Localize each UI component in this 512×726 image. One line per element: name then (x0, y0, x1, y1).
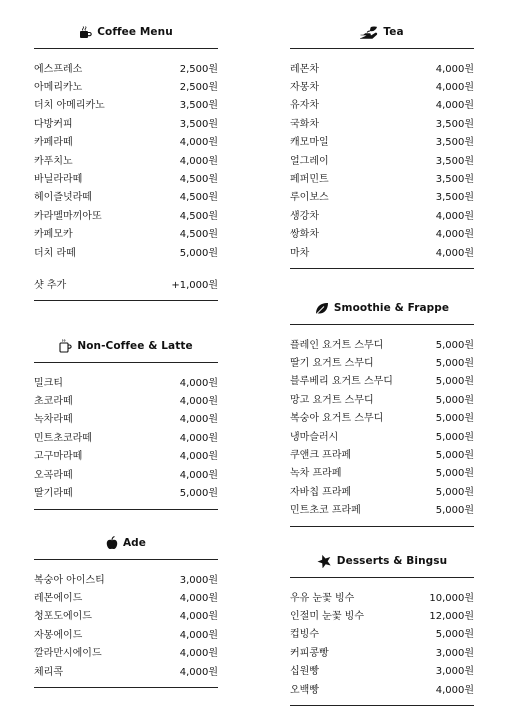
menu-item (290, 334, 474, 352)
item-price: 2,500원 (179, 63, 218, 75)
item-name: 카푸치노 (34, 155, 73, 167)
item-name: 민트초코라떼 (34, 432, 92, 444)
menu-item (290, 58, 474, 76)
item-name: 유자차 (290, 100, 319, 112)
menu-list (34, 49, 218, 293)
menu-item (34, 464, 218, 482)
section-title: Smoothie & Frappe (333, 302, 450, 314)
section-title: Coffee Menu (97, 26, 173, 38)
menu-item (290, 624, 474, 642)
menu-item (290, 150, 474, 168)
star-icon (317, 554, 332, 568)
item-name: 헤이즐넛라떼 (34, 192, 92, 204)
mug-outline-icon (59, 339, 72, 353)
item-name: 쌍화차 (290, 229, 319, 241)
divider (34, 300, 218, 301)
item-name: 레몬에이드 (34, 593, 83, 605)
item-price: +1,000원 (171, 279, 218, 291)
menu-item (34, 58, 218, 76)
item-name: 자몽에이드 (34, 629, 83, 641)
menu-list (34, 363, 218, 501)
menu-item (290, 587, 474, 605)
item-name: 블루베리 요거트 스무디 (290, 376, 393, 388)
menu-list (290, 578, 474, 697)
menu-item (34, 372, 218, 390)
item-name: 복숭아 아이스티 (34, 574, 105, 586)
menu-item (34, 224, 218, 242)
item-name: 녹차 프라페 (290, 468, 342, 480)
menu-item (34, 390, 218, 408)
section-header (290, 22, 474, 42)
item-name: 커피콩빵 (290, 647, 329, 659)
spacer (34, 260, 218, 274)
item-price: 4,000원 (179, 629, 218, 641)
menu-item (34, 187, 218, 205)
item-name: 자바칩 프라페 (290, 486, 352, 498)
menu-item (290, 679, 474, 697)
item-name: 얼그레이 (290, 155, 329, 167)
item-price: 3,000원 (435, 647, 474, 659)
item-name: 깔라만시에이드 (34, 648, 102, 660)
coffee-cup-icon (79, 26, 92, 39)
item-price: 3,500원 (435, 174, 474, 186)
menu-item (34, 76, 218, 94)
item-name: 밀크티 (34, 377, 63, 389)
item-price: 4,000원 (179, 469, 218, 481)
item-name: 고구마라떼 (34, 451, 83, 463)
item-price: 4,500원 (179, 174, 218, 186)
item-price: 10,000원 (429, 592, 474, 604)
apple-icon (106, 536, 118, 550)
item-name: 십원빵 (290, 666, 319, 678)
divider (290, 268, 474, 269)
item-name: 복숭아 요거트 스무디 (290, 413, 384, 425)
menu-item (290, 168, 474, 186)
item-price: 4,000원 (179, 648, 218, 660)
item-name: 생강차 (290, 210, 319, 222)
item-price: 5,000원 (435, 339, 474, 351)
menu-item (290, 444, 474, 462)
item-name: 오곡라떼 (34, 469, 73, 481)
extra-shot-item (34, 274, 218, 292)
menu-item (290, 242, 474, 260)
item-price: 3,500원 (435, 118, 474, 130)
item-name: 캐모마일 (290, 137, 329, 149)
item-name: 딸기 요거트 스무디 (290, 358, 374, 370)
item-price: 4,000원 (435, 82, 474, 94)
item-price: 3,000원 (435, 666, 474, 678)
menu-item (34, 242, 218, 260)
menu-item (290, 224, 474, 242)
item-price: 5,000원 (435, 394, 474, 406)
menu-item (290, 661, 474, 679)
item-price: 5,000원 (435, 376, 474, 388)
menu-item (34, 643, 218, 661)
item-price: 4,000원 (435, 100, 474, 112)
item-name: 체리콕 (34, 666, 63, 678)
item-name: 오백빵 (290, 684, 319, 696)
divider (34, 509, 218, 510)
item-price: 3,500원 (179, 118, 218, 130)
item-name: 다방커피 (34, 118, 73, 130)
menu-item (34, 113, 218, 131)
section-title: Non-Coffee & Latte (77, 340, 193, 352)
item-name: 민트초코 프라페 (290, 505, 361, 517)
menu-item (290, 76, 474, 94)
item-name: 페퍼민트 (290, 174, 329, 186)
item-name: 망고 요거트 스무디 (290, 394, 374, 406)
item-price: 4,000원 (179, 451, 218, 463)
menu-item (290, 352, 474, 370)
menu-item (290, 187, 474, 205)
item-name: 딸기라떼 (34, 488, 73, 500)
menu-item (290, 371, 474, 389)
item-name: 인절미 눈꽃 빙수 (290, 611, 364, 623)
item-price: 4,000원 (179, 377, 218, 389)
menu-item (290, 426, 474, 444)
menu-item (290, 481, 474, 499)
item-price: 5,000원 (179, 488, 218, 500)
item-price: 3,000원 (179, 574, 218, 586)
item-name: 아메리카노 (34, 82, 83, 94)
menu-item (34, 587, 218, 605)
menu-item (34, 446, 218, 464)
item-name: 카라멜마끼아또 (34, 210, 102, 222)
item-price: 3,500원 (435, 192, 474, 204)
section-header (290, 298, 474, 318)
section-header (290, 551, 474, 571)
item-price: 4,000원 (179, 611, 218, 623)
menu-item (34, 427, 218, 445)
menu-item (34, 624, 218, 642)
item-price: 3,500원 (179, 100, 218, 112)
section-title: Tea (383, 26, 404, 38)
item-price: 5,000원 (435, 505, 474, 517)
section-header (34, 336, 218, 356)
tea-leaf-hand-icon (360, 26, 378, 39)
item-name: 카페모카 (34, 229, 73, 241)
item-name: 쿠앤크 프라페 (290, 450, 352, 462)
menu-item (290, 205, 474, 223)
menu-item (34, 482, 218, 500)
item-name: 에스프레소 (34, 63, 83, 75)
menu-item (34, 132, 218, 150)
item-price: 5,000원 (435, 413, 474, 425)
item-price: 5,000원 (435, 431, 474, 443)
menu-item (34, 661, 218, 679)
item-name: 루이보스 (290, 192, 329, 204)
item-price: 5,000원 (435, 629, 474, 641)
leaf-icon (315, 302, 329, 315)
item-name: 마차 (290, 247, 310, 259)
section-title: Desserts & Bingsu (336, 555, 448, 567)
section-title: Ade (122, 537, 147, 549)
item-price: 3,500원 (435, 155, 474, 167)
item-name: 플레인 요거트 스무디 (290, 339, 384, 351)
menu-item (290, 389, 474, 407)
menu-item (34, 168, 218, 186)
item-name: 더치 아메리카노 (34, 100, 105, 112)
item-price: 4,000원 (435, 210, 474, 222)
item-name: 컵빙수 (290, 629, 319, 641)
item-name: 우유 눈꽃 빙수 (290, 592, 355, 604)
item-price: 5,000원 (435, 358, 474, 370)
menu-item (290, 95, 474, 113)
menu-item (34, 205, 218, 223)
menu-item (34, 569, 218, 587)
section-header (34, 533, 218, 553)
menu-item (290, 132, 474, 150)
item-price: 5,000원 (435, 468, 474, 480)
section-header (34, 22, 218, 42)
menu-item (34, 409, 218, 427)
menu-item (290, 408, 474, 426)
item-price: 5,000원 (435, 450, 474, 462)
item-name: 초코라떼 (34, 396, 73, 408)
menu-item (34, 95, 218, 113)
menu-item (290, 605, 474, 623)
item-name: 국화차 (290, 118, 319, 130)
menu-item (34, 606, 218, 624)
item-price: 4,000원 (179, 666, 218, 678)
section-desserts (290, 551, 474, 706)
section-ade (34, 533, 218, 688)
item-name: 녹차라떼 (34, 414, 73, 426)
item-price: 4,000원 (179, 396, 218, 408)
item-name: 냉마슬러시 (290, 431, 339, 443)
item-price: 2,500원 (179, 82, 218, 94)
section-non-coffee (34, 336, 218, 510)
item-price: 4,000원 (435, 247, 474, 259)
section-coffee (34, 22, 218, 301)
item-price: 4,000원 (179, 593, 218, 605)
item-name: 샷 추가 (34, 279, 67, 291)
menu-item (290, 500, 474, 518)
menu-list (34, 560, 218, 679)
item-price: 3,500원 (435, 137, 474, 149)
item-price: 12,000원 (429, 611, 474, 623)
item-name: 자몽차 (290, 82, 319, 94)
item-price: 4,000원 (179, 155, 218, 167)
item-price: 4,000원 (179, 137, 218, 149)
item-name: 더치 라떼 (34, 247, 76, 259)
item-name: 바닐라라떼 (34, 174, 83, 186)
menu-item (290, 463, 474, 481)
menu-item (34, 150, 218, 168)
menu-list (290, 49, 474, 260)
item-price: 4,500원 (179, 229, 218, 241)
item-name: 청포도에이드 (34, 611, 92, 623)
item-price: 4,500원 (179, 210, 218, 222)
item-price: 5,000원 (179, 247, 218, 259)
menu-item (290, 113, 474, 131)
section-tea (290, 22, 474, 269)
item-price: 4,000원 (435, 63, 474, 75)
divider (290, 526, 474, 527)
item-price: 4,500원 (179, 192, 218, 204)
divider (34, 687, 218, 688)
item-name: 카페라떼 (34, 137, 73, 149)
section-smoothie (290, 298, 474, 527)
menu-list (290, 325, 474, 518)
item-price: 5,000원 (435, 486, 474, 498)
item-name: 레몬차 (290, 63, 319, 75)
item-price: 4,000원 (179, 414, 218, 426)
item-price: 4,000원 (435, 684, 474, 696)
item-price: 4,000원 (435, 229, 474, 241)
item-price: 4,000원 (179, 432, 218, 444)
menu-item (290, 642, 474, 660)
divider (290, 705, 474, 706)
